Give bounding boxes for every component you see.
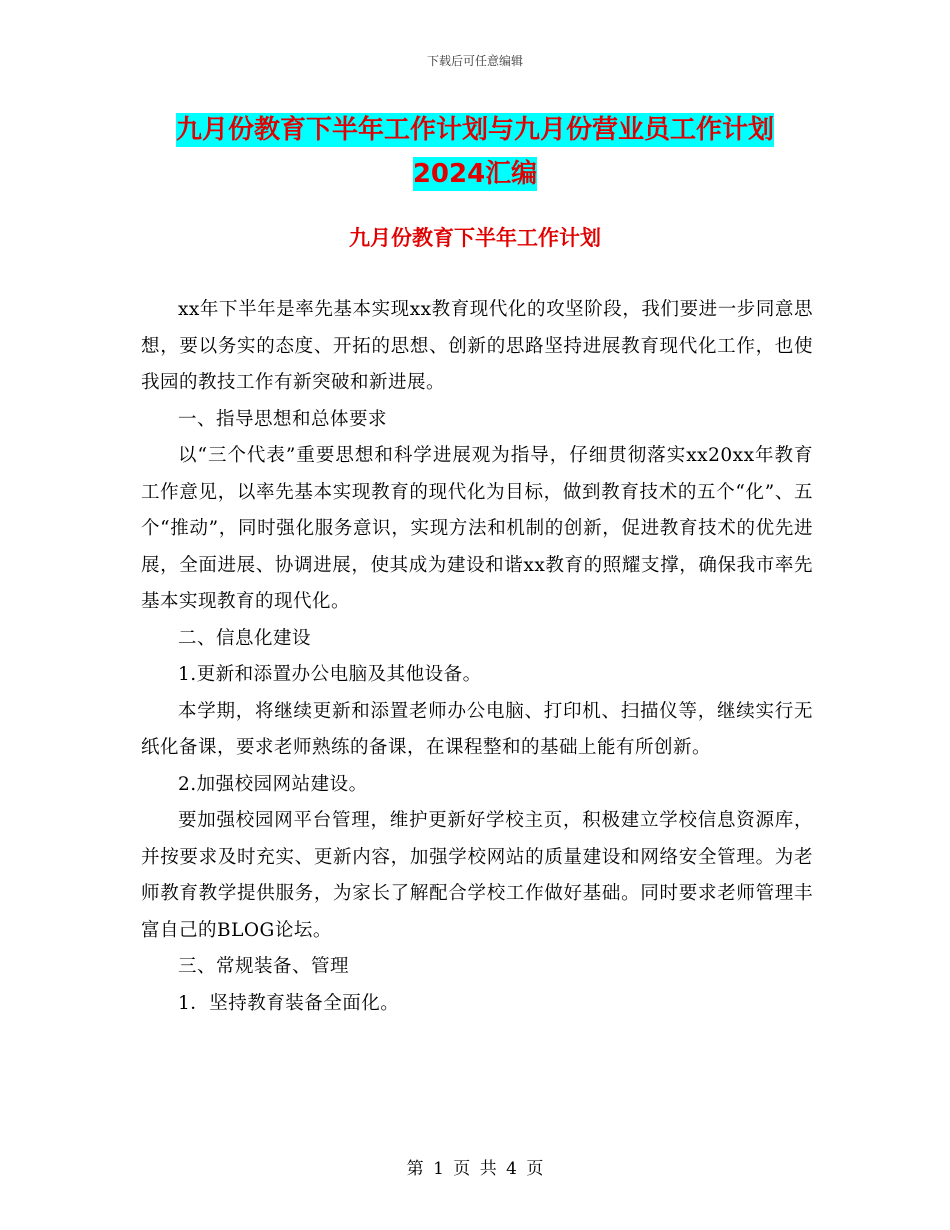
subheading-equipment: 1.更新和添置办公电脑及其他设备。 xyxy=(178,664,482,685)
paragraph: 要加强校园网平台管理，维护更新好学校主页，积极建立学校信息资源库，并按要求及时充实、更新内容，加强学校网站的质量建设和网络安全管理。为老师教育教学提供服务，为家长了解配合学校工作做好基础。同时要求老师管理丰富自己的BLOG论坛。 xyxy=(141,810,813,941)
heading-routine-equipment: 三、常规装备、管理 xyxy=(178,956,350,977)
page-footer: 第 1 页 共 4 页 xyxy=(406,1159,544,1179)
heading-guiding-ideology: 一、指导思想和总体要求 xyxy=(178,408,388,430)
page-header: 下载后可任意编辑 xyxy=(426,54,523,68)
paragraph: 本学期，将继续更新和添置老师办公电脑、打印机、扫描仪等，继续实行无纸化备课，要求老师熟练的备课，在课程整和的基础上能有所创新。 xyxy=(141,700,813,758)
document-body xyxy=(141,292,813,1022)
document-title-line-2: 2024汇编 xyxy=(412,159,538,189)
document-title-line-1: 九月份教育下半年工作计划与九月份营业员工作计划 xyxy=(175,115,774,145)
heading-informatization: 二、信息化建设 xyxy=(178,627,312,649)
document-title xyxy=(0,108,950,196)
paragraph: xx年下半年是率先基本实现xx教育现代化的攻坚阶段，我们要进一步同意思想，要以务实的态度、开拓的思想、创新的思路坚持进展教育现代化工作，也使我园的教技工作有新突破和新进展。 xyxy=(141,299,813,393)
subheading-comprehensive: 1．坚持教育装备全面化。 xyxy=(178,992,400,1014)
paragraph: 以“三个代表”重要思想和科学进展观为指导，仔细贯彻落实xx20xx年教育工作意见，以率先基本实现教育的现代化为目标，做到教育技术的五个“化”、五个“推动”，同时强化服务意识，实现方法和机制的创新，促进教育技术的优先进展，全面进展、协调进展，使其成为建设和谐xx教育的照耀支撑，确保我市率先基本实现教育的现代化。 xyxy=(141,445,813,612)
section-title: 九月份教育下半年工作计划 xyxy=(349,226,601,250)
subheading-website: 2.加强校园网站建设。 xyxy=(178,773,368,795)
